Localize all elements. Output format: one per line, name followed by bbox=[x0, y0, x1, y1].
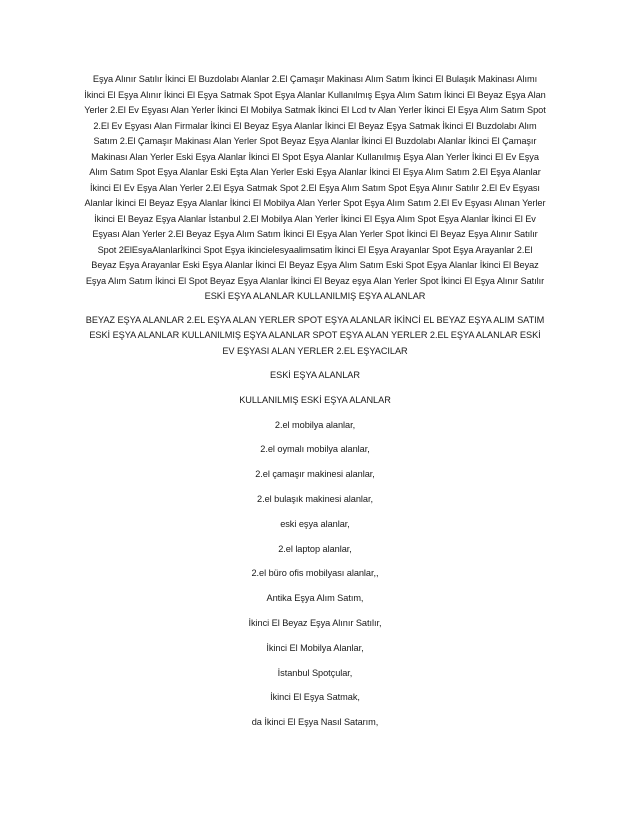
list-item: 2.el laptop alanlar, bbox=[278, 543, 352, 554]
service-list bbox=[84, 369, 546, 728]
list-item: İkinci El Beyaz Eşya Alınır Satılır, bbox=[248, 617, 382, 628]
document-page bbox=[84, 72, 546, 728]
body-paragraph-caps: BEYAZ EŞYA ALANLAR 2.EL EŞYA ALAN YERLER SPOT EŞYA ALANLAR İKİNCİ EL BEYAZ EŞYA ALIM SATIM ESKİ EŞYA ALANLAR KULLANILMIŞ EŞYA ALANLAR SPOT EŞYA ALAN YERLER 2.EL EŞYA ALANLAR ESKİ EV EŞYASI ALAN YERLER 2.EL EŞYACILAR bbox=[85, 314, 545, 356]
list-item: 2.el büro ofis mobilyası alanlar,, bbox=[251, 568, 379, 579]
list-item: KULLANILMIŞ ESKİ EŞYA ALANLAR bbox=[239, 394, 391, 405]
body-paragraph-main: Eşya Alınır Satılır İkinci El Buzdolabı Alanlar 2.El Çamaşır Makinası Alım Satım İkinci El Bulaşık Makinası Alımı İkinci El Eşya Alınır İkinci El Eşya Satmak Spot Eşya Alanlar Kullanılmış Eşya Alım Satım İkinci El Beyaz Eşya Alan Yerler 2.El Ev Eşyası Alan Yerler İkinci El Mobilya Satmak İkinci El Lcd tv Alan Yerler İkinci El Eşya Alım Satım Spot 2.El Ev Eşyası Alan Firmalar İkinci El Beyaz Eşya Alanlar İkinci El Beyaz Eşya Satmak İkinci El Buzdolabı Alım Satım 2.El Çamaşır Makinası Alan Yerler Spot Beyaz Eşya Alanlar İkinci El Buzdolabı Alanlar İkinci El Çamaşır Makinası Alan Yerler Eski Eşya Alanlar İkinci El Spot Eşya Alanlar Kullanılmış Eşya Alan Yerler İkinci El Ev Eşya Alım Satım Spot Eşya Alanlar Eski Eşta Alan Yerler Eski Eşya Alanlar İkinci El Eşya Alım Satım 2.El Eşya Alanlar İkinci El Ev Eşya Alan Yerler 2.El Eşya Satmak Spot 2.El Eşya Alım Satım Spot Eşya Alınır Satılır 2.El Ev Eşyası Alanlar İkinci El Beyaz Eşya Alanlar İkinci El Mobilya Alan Yerler Spot Eşya Alım Satım 2.El Ev Eşyası Alınan Yerler İkinci El Beyaz Eşya Alanlar İstanbul 2.El Mobilya Alan Yerler İkinci El Eşya Alım Spot Eşya Alanlar İkinci El Ev Eşyası Alan Yerler 2.El Beyaz Eşya Alım Satım İkinci El Eşya Alan Yerler Spot İkinci El Beyaz Eşya Alınır Satılır Spot 2ElEsyaAlanlarİkinci Spot Eşya ikincielesyaalimsatim İkinci El Eşya Arayanlar Spot Eşya Arayanlar 2.El Beyaz Eşya Arayanlar Eski Eşya Alanlar İkinci El Beyaz Eşya Alım Satım Eski Spot Eşya Alanlar İkinci El Beyaz Eşya Alım Satım İkinci El Spot Beyaz Eşya Alanlar İkinci El Beyaz eşya Alan Yerler Spot İkinci El Eşya Alınır Satılır ESKİ EŞYA ALANLAR KULLANILMIŞ EŞYA ALANLAR bbox=[84, 74, 546, 301]
list-item: eski eşya alanlar, bbox=[280, 518, 350, 529]
list-item: 2.el mobilya alanlar, bbox=[274, 419, 356, 430]
list-item: ESKİ EŞYA ALANLAR bbox=[270, 370, 360, 380]
list-item: İstanbul Spotçular, bbox=[277, 667, 353, 678]
list-item: Antika Eşya Alım Satım, bbox=[266, 593, 364, 604]
list-item: İkinci El Mobilya Alanlar, bbox=[266, 642, 364, 653]
list-item: İkinci El Eşya Satmak, bbox=[270, 692, 360, 703]
list-item: da İkinci El Eşya Nasıl Satarım, bbox=[251, 717, 379, 728]
list-item: 2.el bulaşık makinesi alanlar, bbox=[257, 493, 373, 504]
list-item: 2.el çamaşır makinesi alanlar, bbox=[255, 469, 375, 480]
list-item: 2.el oymalı mobilya alanlar, bbox=[260, 444, 370, 455]
